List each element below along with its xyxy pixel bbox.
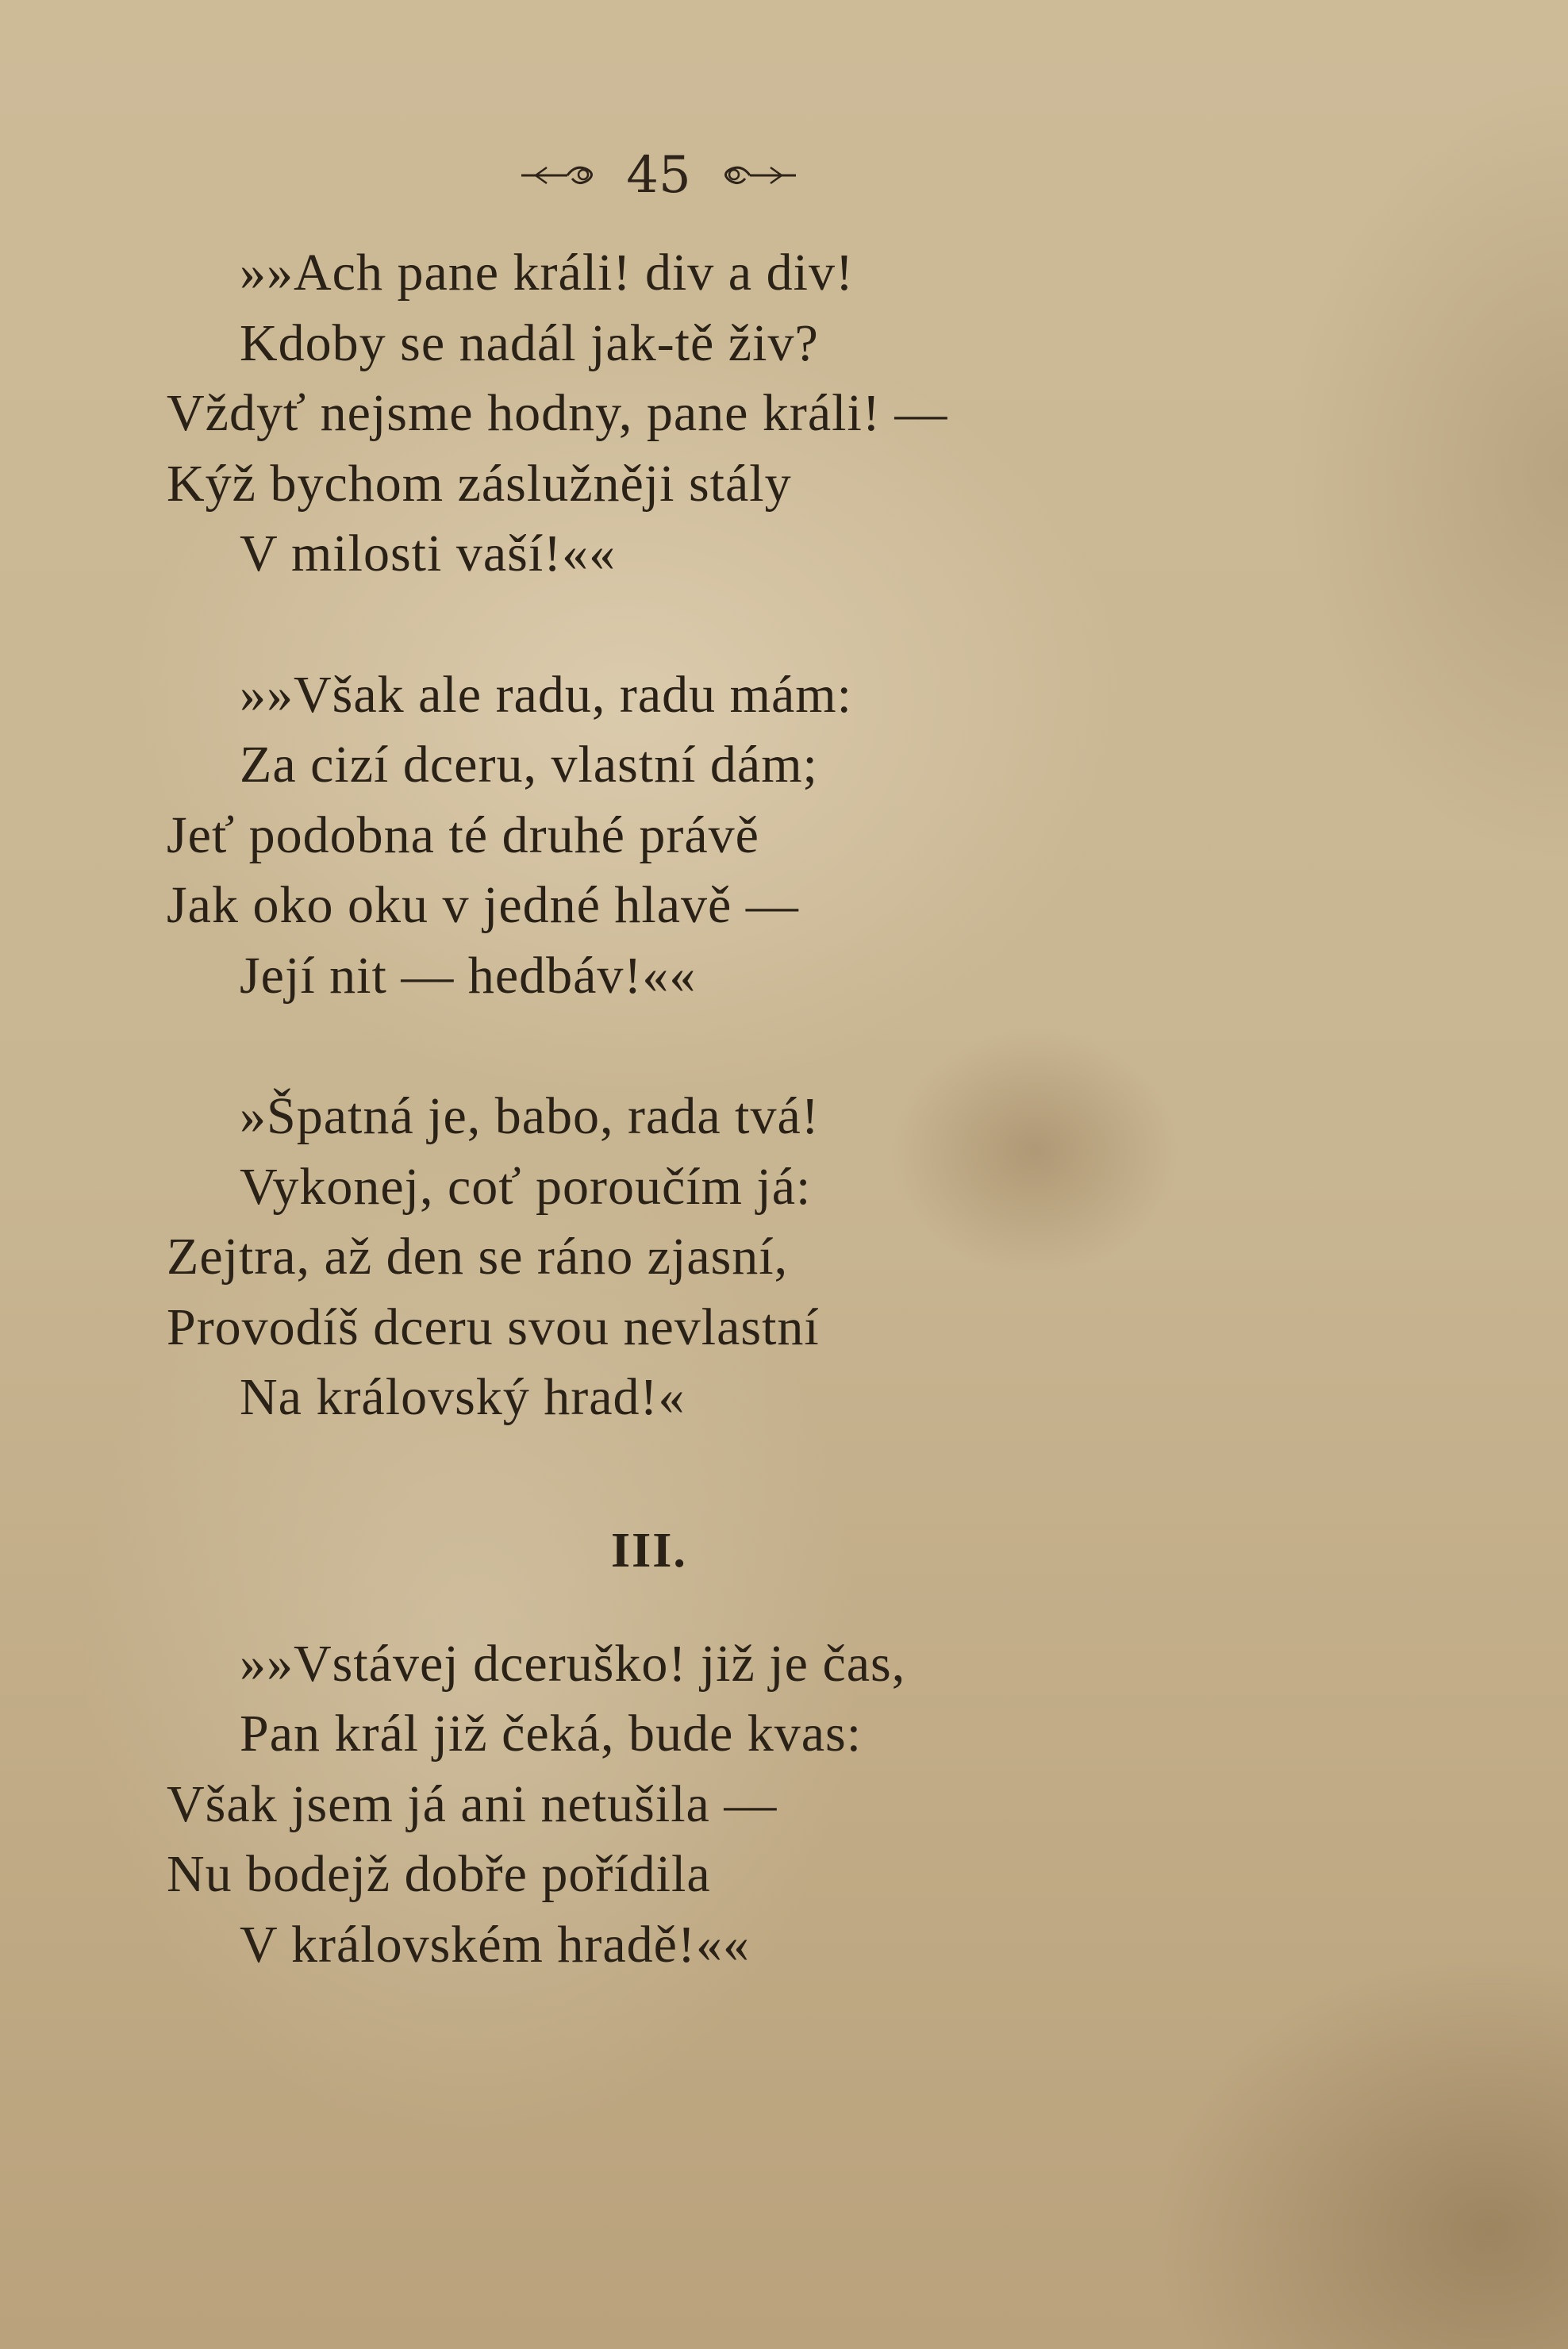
verse-line: Zejtra, až den se ráno zjasní, [167,1228,789,1286]
page-header [492,140,825,211]
verse-line: Kýž bychom záslužněji stály [167,454,792,513]
verse-line: V milosti vaší!«« [240,525,617,582]
ornament-right-icon [710,160,797,191]
verse-line: Nu bodejž dobře pořídila [167,1845,711,1903]
verse-line: Provodíš dceru svou nevlastní [167,1298,820,1356]
stanza-gap [167,1433,1198,1504]
stanza-1 [167,238,1198,590]
verse-line: Vždyť nejsme hodny, pane králi! — [167,384,948,442]
verse-line: Její nit — hedbáv!«« [240,946,697,1005]
stanza-gap [167,1597,1198,1629]
poem-text [167,238,1198,1980]
verse-line: Za cizí dceru, vlastní dám; [240,736,818,794]
verse-line: Pan král již čeká, bude kvas: [240,1705,863,1763]
verse-line: Na královský hrad!« [240,1368,686,1426]
verse-line: V královském hradě!«« [240,1915,750,1974]
stanza-3 [167,1082,1198,1433]
verse-line: Kdoby se nadál jak-tě živ? [240,313,819,372]
verse-line: Jak oko oku v jedné hlavě — [167,876,799,934]
stanza-4 [167,1629,1198,1981]
stanza-gap [167,1011,1198,1082]
section-heading: III. [611,1523,687,1578]
verse-line: Jeť podobna té druhé právě [167,805,759,864]
stanza-gap [167,590,1198,660]
ornament-left-icon [520,160,607,191]
verse-line: »»Ach pane králi! div a div! [240,244,854,302]
verse-line: »»Vstávej dceruško! již je čas, [240,1634,906,1693]
stanza-2 [167,660,1198,1012]
verse-line: Však jsem já ani netušila — [167,1774,778,1833]
page-number: 45 [626,146,691,205]
verse-line: Vykonej, coť poroučím já: [240,1157,812,1216]
verse-line: »»Však ale radu, radu mám: [240,665,852,724]
verse-line: »Špatná je, babo, rada tvá! [240,1087,820,1145]
